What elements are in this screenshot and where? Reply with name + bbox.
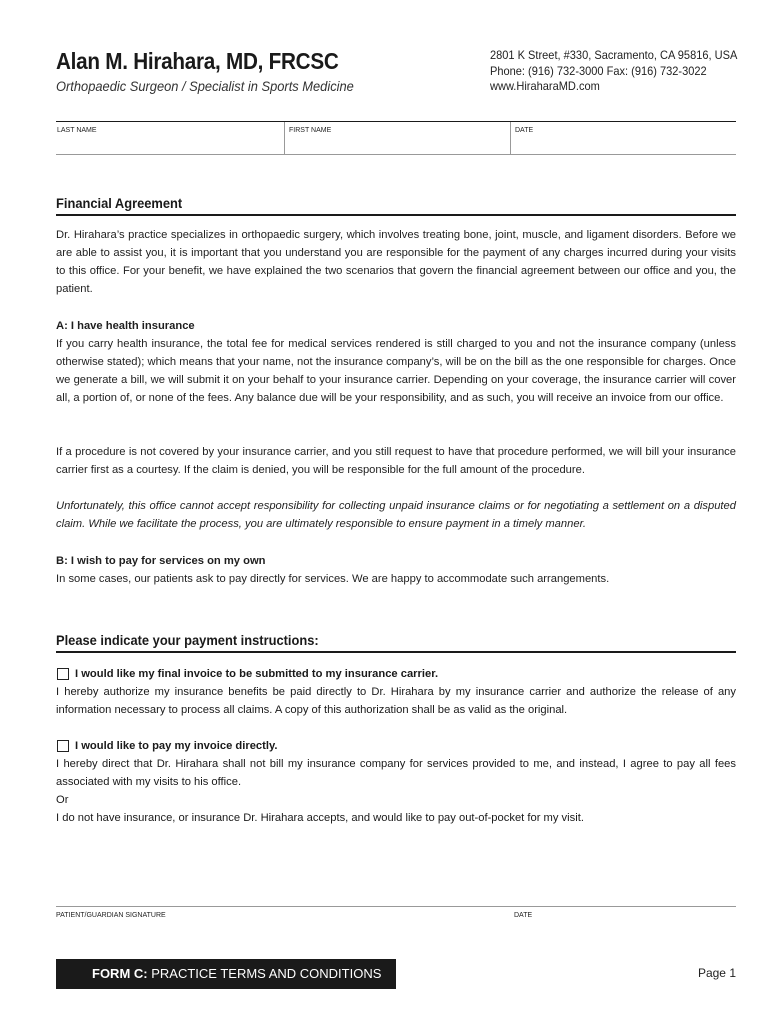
first-name-field[interactable] [284, 122, 510, 155]
insurance-billing-option [56, 665, 736, 719]
financial-agreement-heading: Financial Agreement [56, 195, 736, 216]
section-b-heading: B: I wish to pay for services on my own [56, 555, 266, 567]
contact-block [490, 48, 737, 95]
payment-instructions-heading: Please indicate your payment instructions: [56, 632, 736, 653]
doctor-name: Alan M. Hirahara, MD, FRCSC [56, 48, 339, 74]
patient-info-row [56, 121, 736, 155]
insurance-billing-label: I would like my final invoice to be submitted to my insurance carrier. [75, 668, 439, 680]
form-id: FORM C: [92, 966, 148, 981]
direct-pay-text: I hereby direct that Dr. Hirahara shall not bill my insurance company for services provided to me, and instead, I agree to pay all fees associated with my visits to his office. [56, 758, 736, 788]
direct-pay-label: I would like to pay my invoice directly. [75, 740, 278, 752]
or-text: Or [56, 794, 69, 806]
direct-pay-option [56, 737, 736, 827]
insurance-billing-checkbox[interactable] [57, 668, 69, 680]
section-a-paragraph: If you carry health insurance, the total fee for medical services rendered is still charged to you and not the insurance company (unless otherwise stated); which means that your name, not the insurance company’s, will be on the bill as the one responsible for charges. Once we generate a bill, we will submit it on your behalf to your insurance carrier. Depending on your coverage, the insurance carrier will cover all, a portion of, or none of the fees. Any balance due will be your responsibility, and as such, you will receive an invoice from our office. [56, 338, 736, 404]
signature-date-field[interactable]: DATE [514, 912, 533, 919]
signature-field[interactable]: PATIENT/GUARDIAN SIGNATURE [56, 912, 166, 919]
intro-paragraph: Dr. Hirahara’s practice specializes in orthopaedic surgery, which involves treating bone, joint, muscle, and ligament disorders. Before we are able to assist you, it is important that you understand you are responsible for the payment of any charges incurred during your visits to this office. For your benefit, we have explained the two scenarios that govern the financial agreement between our office and you, the patient. [56, 229, 736, 295]
form-title-banner [56, 959, 396, 989]
last-name-label: LAST NAME [57, 127, 97, 134]
out-of-pocket-text: I do not have insurance, or insurance Dr. Hirahara accepts, and would like to pay out-of-pocket for my visit. [56, 812, 584, 824]
date-label: DATE [515, 127, 534, 134]
section-a-heading: A: I have health insurance [56, 320, 195, 332]
form-title: PRACTICE TERMS AND CONDITIONS [147, 966, 382, 981]
procedure-paragraph: If a procedure is not covered by your insurance carrier, and you still request to have that procedure performed, we will bill your insurance carrier first as a courtesy. If the claim is denied, you will be responsible for the full amount of the procedure. [56, 446, 736, 476]
address-line: 2801 K Street, #330, Sacramento, CA 95816, USA [490, 48, 738, 62]
section-b-paragraph: In some cases, our patients ask to pay directly for services. We are happy to accommodate such arrangements. [56, 573, 610, 585]
signature-row [56, 906, 736, 922]
insurance-billing-text: I hereby authorize my insurance benefits be paid directly to Dr. Hirahara by my insurance carrier and authorize the release of any information necessary to process all claims. A copy of this authorization shall be as valid as the original. [56, 686, 736, 716]
date-field[interactable] [510, 122, 736, 155]
last-name-field[interactable] [56, 122, 284, 155]
disclaimer-paragraph: Unfortunately, this office cannot accept responsibility for collecting unpaid insurance claims or for negotiating a settlement on a disputed claim. While we facilitate the process, you are ultimately responsible to ensure payment in a timely manner. [56, 500, 736, 530]
first-name-label: FIRST NAME [289, 127, 332, 134]
phone-fax-line: Phone: (916) 732-3000 Fax: (916) 732-3022 [490, 63, 707, 78]
website-line: www.HiraharaMD.com [490, 79, 600, 93]
direct-pay-checkbox[interactable] [57, 740, 69, 752]
page-number: Page 1 [697, 966, 736, 980]
doctor-title: Orthopaedic Surgeon / Specialist in Sports Medicine [56, 78, 354, 94]
